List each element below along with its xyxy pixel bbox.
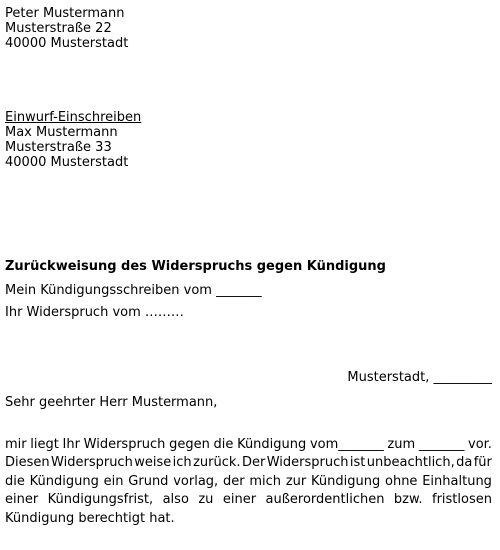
body-line-4: einer Kündigungsfrist, also zu einer außerordentlichen bzw. fristlosen — [5, 492, 492, 508]
recipient-city: 40000 Musterstadt — [5, 155, 129, 170]
letter-body — [5, 436, 492, 528]
sender-address — [5, 6, 128, 51]
delivery-method: Einwurf-Einschreiben — [5, 110, 142, 125]
body-line-2: Diesen Widerspruch weise ich zurück. Der Widerspruch ist unbeachtlich, da für — [5, 455, 492, 471]
recipient-street: Musterstraße 33 — [5, 140, 112, 155]
place-date: Musterstadt, _________ — [347, 370, 492, 385]
reference-widerspruch: Ihr Widerspruch vom ……… — [5, 305, 184, 320]
letter-subject: Zurückweisung des Widerspruchs gegen Kündigung — [5, 259, 386, 274]
sender-name: Peter Mustermann — [5, 6, 125, 21]
body-line-3: die Kündigung ein Grund vorlag, der mich zur Kündigung ohne Einhaltung — [5, 473, 492, 489]
sender-street: Musterstraße 22 — [5, 21, 112, 36]
sender-city: 40000 Musterstadt — [5, 36, 129, 51]
recipient-name: Max Mustermann — [5, 125, 118, 140]
salutation: Sehr geehrter Herr Mustermann, — [5, 395, 218, 410]
recipient-address — [5, 110, 141, 170]
body-line-5: Kündigung berechtigt hat. — [5, 510, 175, 526]
body-line-1: mir liegt Ihr Widerspruch gegen die Kündigung vom_______ zum _______ vor. — [5, 437, 492, 452]
reference-kuendigung: Mein Kündigungsschreiben vom _______ — [5, 283, 262, 298]
